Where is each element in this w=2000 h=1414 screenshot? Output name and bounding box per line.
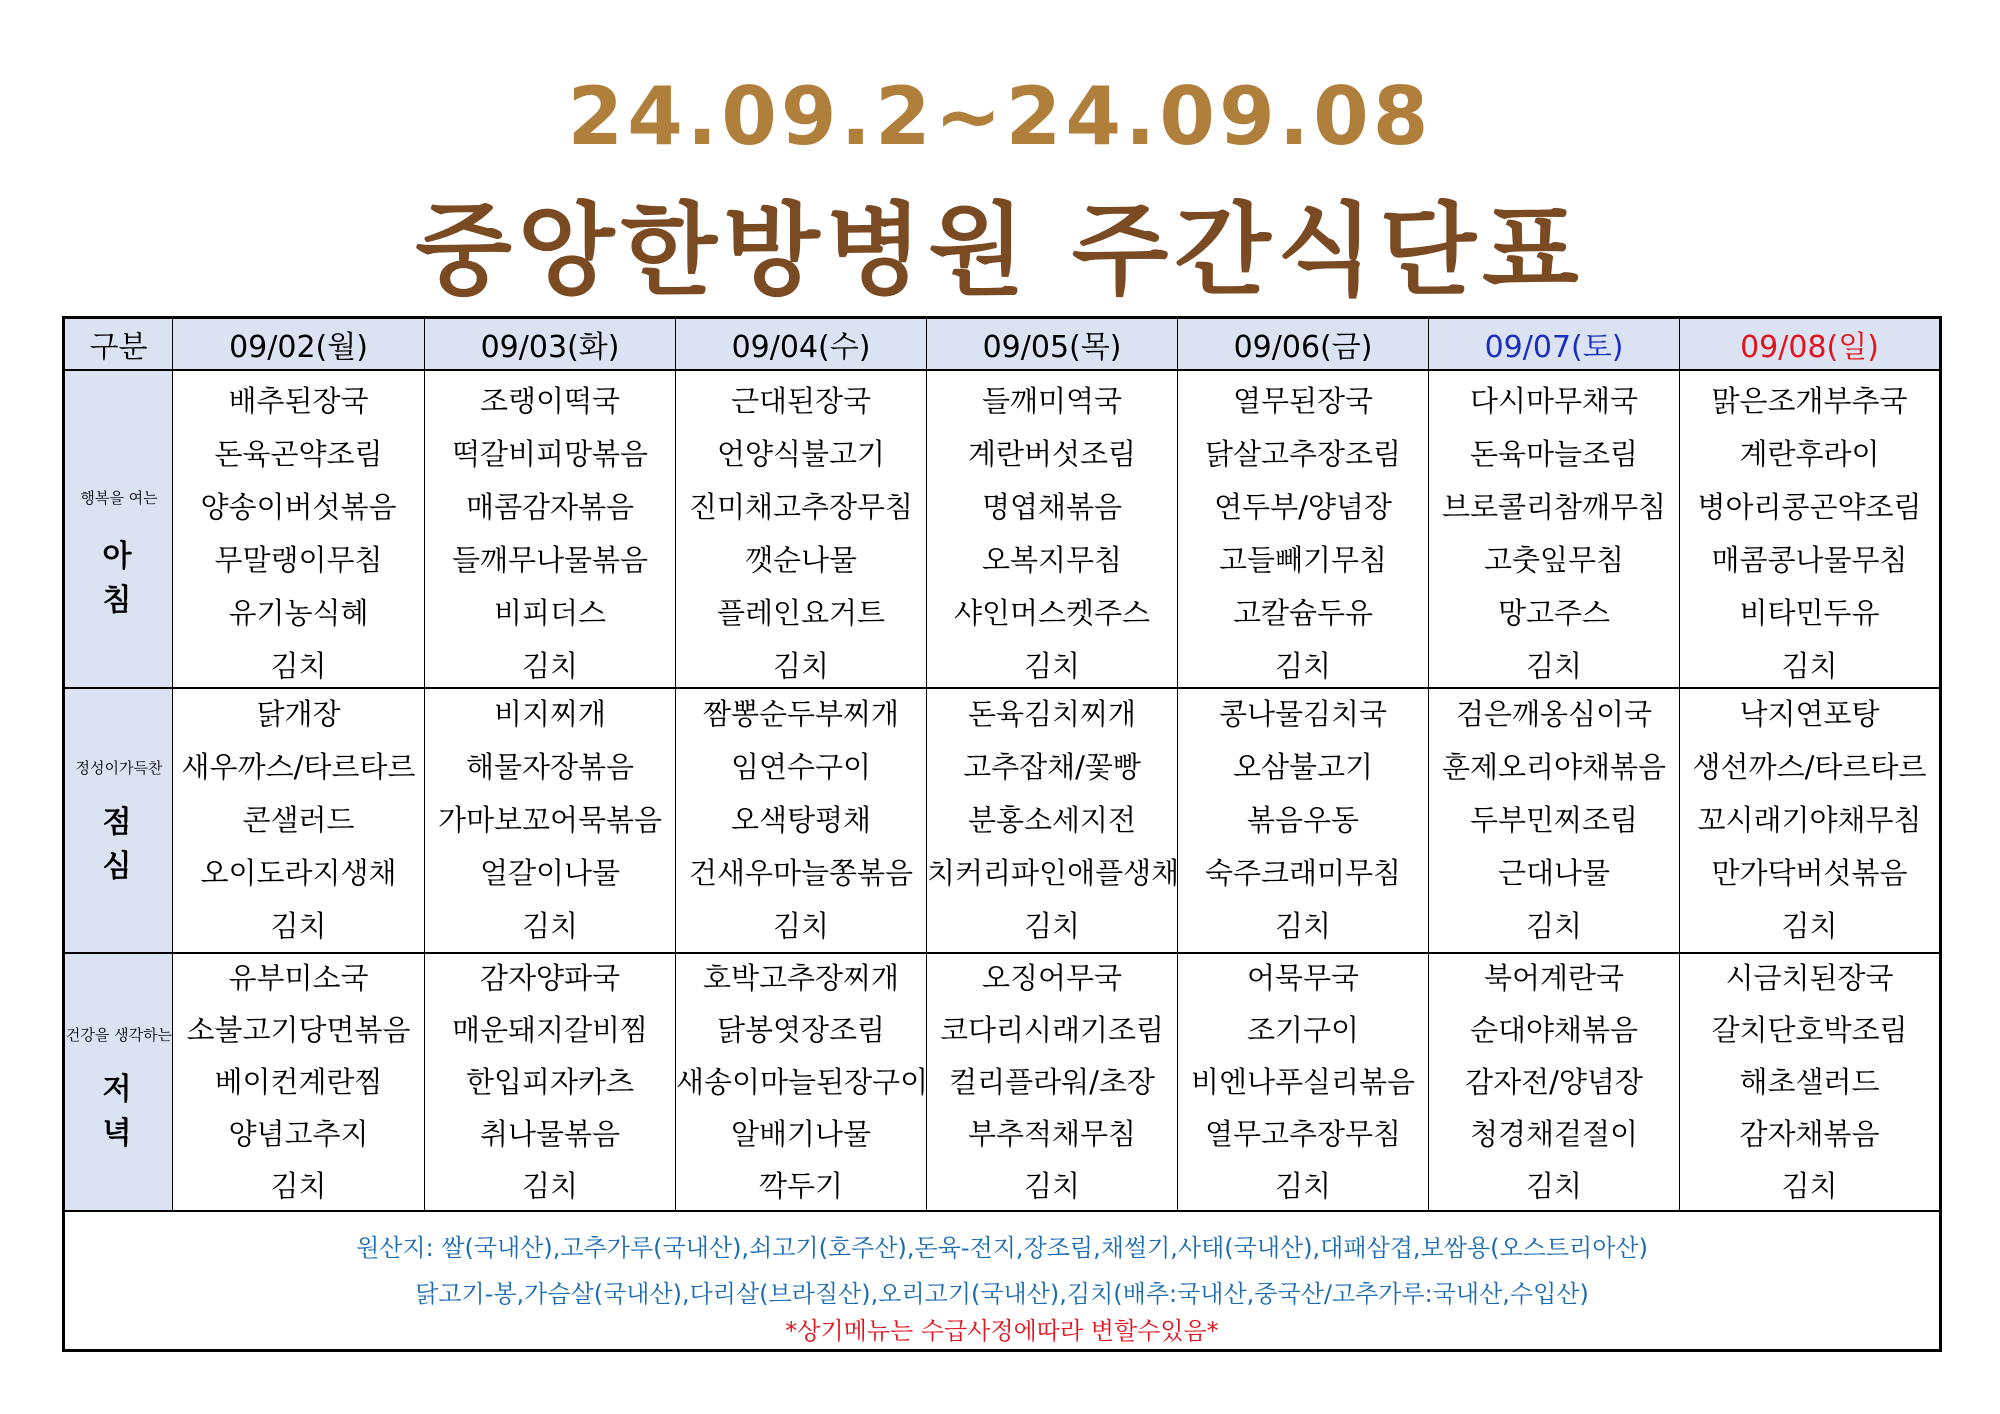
menu-item: 계란버섯조림 (967, 437, 1137, 471)
menu-item: 코다리시래기조림 (939, 1013, 1165, 1047)
breakfast-cell-tue (425, 371, 676, 689)
menu-item: 북어계란국 (1483, 961, 1625, 995)
menu-item: 비지찌개 (493, 697, 607, 731)
menu-item: 컬리플라워/초장 (949, 1065, 1155, 1099)
menu-item: 감자전/양념장 (1465, 1065, 1643, 1099)
breakfast-subtitle: 행복을 여는 (80, 489, 158, 507)
menu-item: 꼬시래기야채무침 (1697, 803, 1922, 837)
menu-item: 훈제오리야채볶음 (1441, 750, 1667, 784)
menu-item: 김치 (270, 909, 327, 943)
menu-item: 근대된장국 (730, 384, 872, 418)
menu-item: 검은깨옹심이국 (1455, 697, 1653, 731)
menu-item: 만가닥버섯볶음 (1711, 856, 1908, 890)
menu-item: 유기농식혜 (228, 596, 369, 630)
menu-item: 김치 (1023, 909, 1081, 943)
menu-item: 김치 (1525, 909, 1583, 943)
menu-item: 계란후라이 (1739, 437, 1880, 471)
dinner-cell-wed (676, 954, 927, 1212)
menu-item: 오이도라지생채 (200, 856, 397, 890)
menu-item: 김치 (1781, 1169, 1838, 1203)
menu-item: 양송이버섯볶음 (200, 490, 397, 524)
day-header-tue: 09/03(화) (425, 319, 676, 371)
menu-item: 브로콜리참깨무침 (1441, 490, 1667, 524)
menu-item: 열무된장국 (1232, 384, 1374, 418)
weekly-menu-table (62, 316, 1942, 1352)
menu-item: 베이컨계란찜 (214, 1065, 383, 1099)
lunch-label: 점 심 (102, 805, 146, 884)
lunch-cell-sat (1429, 689, 1680, 954)
menu-item: 떡갈비피망볶음 (451, 437, 649, 471)
lunch-cell-sun (1680, 689, 1939, 954)
menu-item: 건새우마늘쫑볶음 (688, 856, 914, 890)
day-header-fri: 09/06(금) (1178, 319, 1429, 371)
menu-item: 배추된장국 (228, 384, 369, 418)
menu-item: 알배기나물 (730, 1117, 872, 1151)
menu-item: 고들빼기무침 (1218, 543, 1388, 577)
menu-item: 청경채겉절이 (1469, 1117, 1639, 1151)
menu-item: 짬뽕순두부찌개 (702, 697, 900, 731)
menu-item: 열무고추장무침 (1204, 1117, 1402, 1151)
menu-item: 김치 (1274, 1169, 1332, 1203)
menu-item: 호박고추장찌개 (702, 961, 900, 995)
breakfast-label: 아 침 (102, 539, 146, 618)
menu-item: 콩나물김치국 (1218, 697, 1388, 731)
lunch-label-cell (65, 689, 173, 954)
menu-item: 감자양파국 (479, 961, 621, 995)
menu-item: 김치 (1274, 649, 1332, 683)
menu-item: 김치 (521, 649, 579, 683)
menu-item: 진미채고추장무침 (688, 490, 914, 524)
menu-item: 김치 (1781, 649, 1838, 683)
menu-item: 얼갈이나물 (479, 856, 621, 890)
menu-item: 오징어무국 (981, 961, 1123, 995)
breakfast-cell-wed (676, 371, 927, 689)
menu-item: 새우까스/타르타르 (181, 750, 416, 784)
menu-item: 매운돼지갈비찜 (451, 1013, 649, 1047)
menu-item: 김치 (270, 1169, 327, 1203)
dinner-cell-tue (425, 954, 676, 1212)
menu-item: 오삼불고기 (1232, 750, 1374, 784)
menu-item: 소불고기당면볶음 (186, 1013, 411, 1047)
dinner-label: 저 녁 (102, 1072, 146, 1151)
day-header-sat: 09/07(토) (1429, 319, 1680, 371)
menu-item: 감자채볶음 (1739, 1117, 1880, 1151)
menu-item: 가마보꼬어묵볶음 (437, 803, 663, 837)
menu-item: 분홍소세지전 (967, 803, 1137, 837)
lunch-subtitle: 정성이가득찬 (75, 759, 163, 777)
breakfast-cell-thu (927, 371, 1178, 689)
menu-item: 매콤감자볶음 (465, 490, 635, 524)
menu-change-notice: *상기메뉴는 수급사정에따라 변할수있음* (785, 1317, 1219, 1345)
menu-item: 명엽채볶음 (981, 490, 1123, 524)
menu-item: 볶음우동 (1246, 803, 1360, 837)
menu-item: 닭봉엿장조림 (716, 1013, 886, 1047)
menu-item: 비엔나푸실리볶음 (1190, 1065, 1416, 1099)
menu-item: 샤인머스켓주스 (953, 596, 1151, 630)
dinner-cell-sun (1680, 954, 1939, 1212)
menu-item: 돈육마늘조림 (1469, 437, 1639, 471)
menu-item: 부추적채무침 (967, 1117, 1137, 1151)
origin-line-1: 원산지: 쌀(국내산),고추가루(국내산),쇠고기(호주산),돈육-전지,장조림,채썰기,사태(국내산),대패삼겹,보쌈용(오스트리아산) (356, 1234, 1648, 1262)
menu-item: 김치 (772, 909, 830, 943)
header-corner: 구분 (65, 319, 173, 371)
lunch-cell-thu (927, 689, 1178, 954)
date-range: 24.09.2~24.09.08 (567, 70, 1433, 163)
menu-item: 연두부/양념장 (1214, 490, 1392, 524)
menu-item: 닭살고추장조림 (1204, 437, 1402, 471)
menu-item: 김치 (1781, 909, 1838, 943)
menu-item: 무말랭이무침 (214, 543, 383, 577)
menu-item: 병아리콩곤약조림 (1697, 490, 1922, 524)
origin-footer (65, 1212, 1939, 1349)
menu-item: 순대야채볶음 (1469, 1013, 1639, 1047)
lunch-cell-tue (425, 689, 676, 954)
dinner-label-cell (65, 954, 173, 1212)
menu-item: 망고주스 (1497, 596, 1611, 630)
menu-item: 고춧잎무침 (1483, 543, 1625, 577)
page-title: 중앙한방병원 주간식단표 (415, 192, 1585, 309)
menu-item: 근대나물 (1497, 856, 1611, 890)
menu-item: 낙지연포탕 (1739, 697, 1880, 731)
breakfast-cell-sat (1429, 371, 1680, 689)
menu-item: 깍두기 (758, 1169, 844, 1203)
menu-item: 고칼슘두유 (1232, 596, 1374, 630)
menu-item: 치커리파인애플생채 (927, 856, 1180, 890)
dinner-subtitle: 건강을 생각하는 (65, 1026, 173, 1044)
menu-item: 깻순나물 (744, 543, 858, 577)
menu-item: 고추잡채/꽃빵 (963, 750, 1141, 784)
day-header-thu: 09/05(목) (927, 319, 1178, 371)
dinner-cell-mon (173, 954, 425, 1212)
menu-item: 생선까스/타르타르 (1692, 750, 1927, 784)
menu-item: 김치 (521, 1169, 579, 1203)
menu-item: 김치 (1525, 1169, 1583, 1203)
menu-item: 해초샐러드 (1739, 1065, 1880, 1099)
menu-item: 두부민찌조림 (1469, 803, 1639, 837)
breakfast-cell-sun (1680, 371, 1939, 689)
menu-item: 김치 (1023, 649, 1081, 683)
menu-item: 오복지무침 (981, 543, 1123, 577)
breakfast-cell-mon (173, 371, 425, 689)
dinner-cell-thu (927, 954, 1178, 1212)
menu-item: 양념고추지 (228, 1117, 369, 1151)
menu-item: 김치 (1274, 909, 1332, 943)
menu-item: 조랭이떡국 (479, 384, 621, 418)
menu-item: 어묵무국 (1246, 961, 1360, 995)
menu-item: 비피더스 (493, 596, 607, 630)
menu-item: 맑은조개부추국 (1711, 384, 1908, 418)
menu-item: 숙주크래미무침 (1204, 856, 1402, 890)
menu-item: 한입피자카츠 (465, 1065, 635, 1099)
dinner-cell-fri (1178, 954, 1429, 1212)
breakfast-label-cell (65, 371, 173, 689)
menu-item: 들깨무나물볶음 (451, 543, 649, 577)
day-header-mon: 09/02(월) (173, 319, 425, 371)
menu-item: 김치 (1023, 1169, 1081, 1203)
menu-item: 플레인요거트 (716, 596, 886, 630)
lunch-cell-wed (676, 689, 927, 954)
menu-item: 김치 (772, 649, 830, 683)
menu-item: 언양식불고기 (716, 437, 886, 471)
day-header-sun: 09/08(일) (1680, 319, 1939, 371)
menu-item: 임연수구이 (730, 750, 872, 784)
menu-item: 새송이마늘된장구이 (676, 1065, 929, 1099)
menu-item: 취나물볶음 (479, 1117, 621, 1151)
menu-item: 시금치된장국 (1725, 961, 1894, 995)
menu-item: 닭개장 (256, 697, 341, 731)
origin-line-2: 닭고기-봉,가슴살(국내산),다리살(브라질산),오리고기(국내산),김치(배추:국내산,중국산/고추가루:국내산,수입산) (415, 1280, 1589, 1308)
dinner-cell-sat (1429, 954, 1680, 1212)
menu-item: 김치 (270, 649, 327, 683)
menu-item: 매콤콩나물무침 (1711, 543, 1908, 577)
menu-item: 들깨미역국 (981, 384, 1123, 418)
lunch-cell-mon (173, 689, 425, 954)
lunch-cell-fri (1178, 689, 1429, 954)
menu-item: 김치 (1525, 649, 1583, 683)
menu-item: 비타민두유 (1739, 596, 1880, 630)
menu-item: 다시마무채국 (1469, 384, 1639, 418)
menu-item: 돈육곤약조림 (214, 437, 383, 471)
menu-item: 돈육김치찌개 (967, 697, 1137, 731)
menu-item: 갈치단호박조림 (1711, 1013, 1908, 1047)
menu-item: 해물자장볶음 (465, 750, 635, 784)
day-header-wed: 09/04(수) (676, 319, 927, 371)
menu-item: 콘샐러드 (242, 803, 355, 837)
breakfast-cell-fri (1178, 371, 1429, 689)
menu-item: 조기구이 (1246, 1013, 1360, 1047)
menu-item: 유부미소국 (228, 961, 369, 995)
menu-item: 오색탕평채 (730, 803, 872, 837)
menu-item: 김치 (521, 909, 579, 943)
